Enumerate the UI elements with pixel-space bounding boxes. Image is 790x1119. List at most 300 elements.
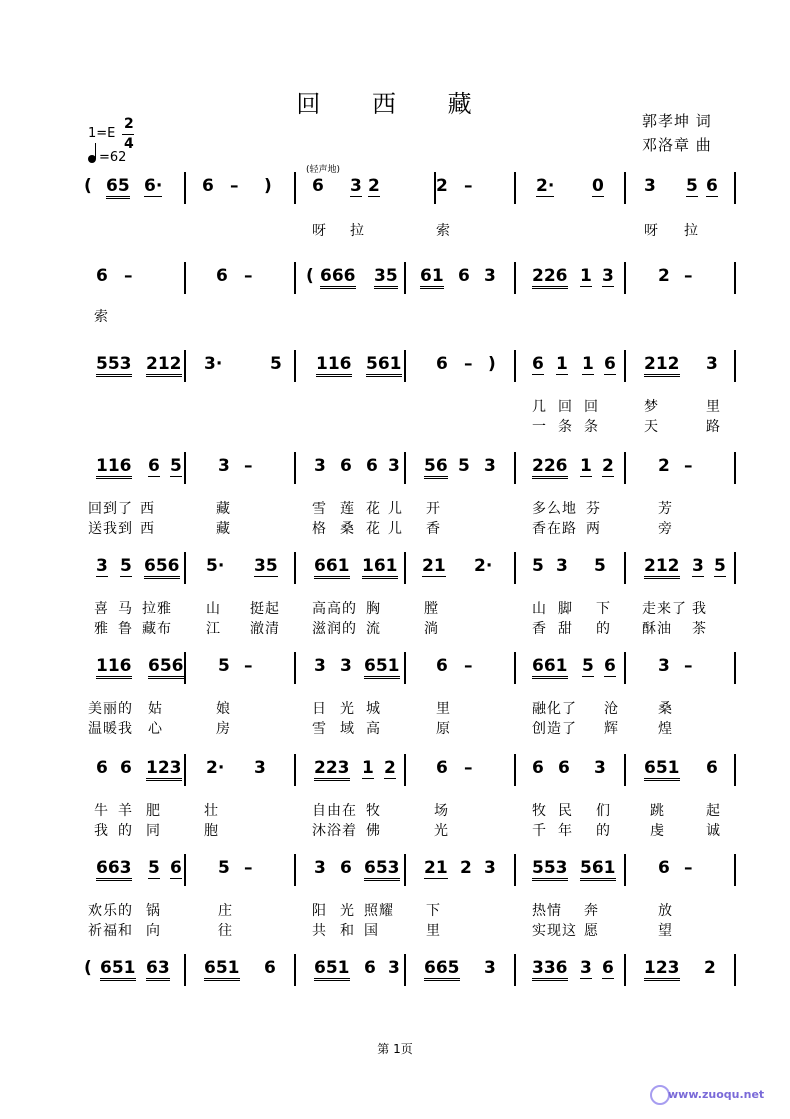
note-token: 561 <box>366 354 402 377</box>
lyric-text: 愿 <box>584 923 599 939</box>
note-token: 3 <box>314 656 326 676</box>
note-token: – <box>124 266 133 286</box>
lyric-text: 下 <box>596 601 611 617</box>
lyric-text: 香 <box>426 521 441 537</box>
lyric-text: 雪 <box>312 501 327 517</box>
note-token: 1 <box>580 456 592 476</box>
barline <box>624 854 626 886</box>
note-token: ( <box>84 176 92 196</box>
lyric-text: 酥油 <box>642 621 672 637</box>
barline <box>184 172 186 204</box>
note-token: 212 <box>146 354 182 377</box>
lyric-text: 诚 <box>706 823 721 839</box>
lyric-text: 雅 <box>94 621 109 637</box>
lyric-text: 祈福和 <box>88 923 133 939</box>
lyric-text: 藏布 <box>142 621 172 637</box>
lyric-text: 花 <box>366 501 381 517</box>
lyric-text: 的 <box>596 621 611 637</box>
lyric-text: 藏 <box>216 521 231 537</box>
note-token: 6 <box>120 758 132 778</box>
lyric-text: 姑 <box>148 701 163 717</box>
lyric-text: 拉 <box>350 223 365 239</box>
lyric-text: 共 <box>312 923 327 939</box>
barline <box>294 452 296 484</box>
note-token: – <box>244 656 253 676</box>
lyric-text: 香 <box>532 621 547 637</box>
note-token: 6 <box>658 858 670 878</box>
barline <box>624 552 626 584</box>
note-token: 2· <box>206 758 225 778</box>
note-token: 5 <box>458 456 470 476</box>
note-token: – <box>464 354 473 374</box>
lyric-text: 光 <box>340 701 355 717</box>
lyric-text: 莲 <box>340 501 355 517</box>
lyric-text: 国 <box>364 923 379 939</box>
barline <box>184 954 186 986</box>
lyric-text: 照耀 <box>364 903 394 919</box>
note-token: 212 <box>644 354 680 377</box>
lyric-text: 千 <box>532 823 547 839</box>
note-token: 5 <box>120 556 132 576</box>
barline <box>514 754 516 786</box>
note-token: 6 <box>604 354 616 374</box>
note-token: 2· <box>536 176 555 196</box>
lyric-text: 年 <box>558 823 573 839</box>
note-token: – <box>244 858 253 878</box>
song-title: 回 西 藏 <box>296 90 494 118</box>
lyric-text: 煌 <box>658 721 673 737</box>
note-token: 116 <box>96 456 132 479</box>
note-token: – <box>464 758 473 778</box>
barline <box>294 652 296 684</box>
note-token: – <box>684 858 693 878</box>
note-token: 651 <box>314 958 350 981</box>
note-token: 553 <box>96 354 132 377</box>
lyric-text: 多么地 <box>532 501 577 517</box>
lyric-text: 跳 <box>650 803 665 819</box>
note-token: 116 <box>96 656 132 679</box>
note-token: 6 <box>532 758 544 778</box>
key-signature: 1=E <box>88 126 116 141</box>
lyric-text: 羊 <box>118 803 133 819</box>
barline <box>514 172 516 204</box>
note-token: 35 <box>254 556 278 576</box>
lyric-text: 走来了 <box>642 601 687 617</box>
note-token: 6 <box>340 456 352 476</box>
lyric-text: 场 <box>434 803 449 819</box>
note-token: 116 <box>316 354 352 377</box>
page-number: 第 1页 <box>377 1042 413 1056</box>
note-token: 2 <box>384 758 396 778</box>
note-token: 5 <box>686 176 698 196</box>
lyric-text: 创造了 <box>532 721 577 737</box>
lyric-text: 望 <box>658 923 673 939</box>
lyric-text: 条 <box>584 419 599 435</box>
note-token: 226 <box>532 456 568 479</box>
lyric-text: 高 <box>366 721 381 737</box>
note-token: 65 <box>106 176 130 199</box>
note-token: ) <box>488 354 496 374</box>
lyric-text: 儿 <box>388 521 403 537</box>
barline <box>184 452 186 484</box>
lyric-text: 们 <box>596 803 611 819</box>
lyric-text: 儿 <box>388 501 403 517</box>
note-token: 661 <box>532 656 568 679</box>
note-token: 6 <box>436 354 448 374</box>
note-token: 663 <box>96 858 132 881</box>
lyric-text: 芳 <box>658 501 673 517</box>
lyric-text: 的 <box>118 823 133 839</box>
note-token: 6 <box>436 656 448 676</box>
note-token: 3· <box>204 354 223 374</box>
lyric-text: 日 <box>312 701 327 717</box>
lyric-text: 下 <box>426 903 441 919</box>
note-token: – <box>684 456 693 476</box>
note-token: – <box>684 266 693 286</box>
note-token: 123 <box>644 958 680 981</box>
lyric-text: 回 <box>558 399 573 415</box>
note-token: 5 <box>714 556 726 576</box>
note-token: – <box>464 656 473 676</box>
note-token: 653 <box>364 858 400 881</box>
note-token: 3 <box>644 176 656 196</box>
lyric-text: 脚 <box>558 601 573 617</box>
barline <box>294 262 296 294</box>
lyric-text: 回 <box>584 399 599 415</box>
barline <box>734 350 736 382</box>
note-token: 6 <box>148 456 160 476</box>
note-token: 651 <box>100 958 136 981</box>
lyric-text: 桑 <box>340 521 355 537</box>
note-token: 3 <box>484 958 496 978</box>
lyric-text: 茶 <box>692 621 707 637</box>
note-token: 3 <box>388 456 400 476</box>
note-token: 21 <box>424 858 448 878</box>
lyric-text: 光 <box>434 823 449 839</box>
barline <box>734 854 736 886</box>
note-token: 6 <box>202 176 214 196</box>
note-token: 5 <box>594 556 606 576</box>
lyric-text: 锅 <box>146 903 161 919</box>
lyric-text: 美丽的 <box>88 701 133 717</box>
note-token: 63 <box>146 958 170 981</box>
barline <box>294 854 296 886</box>
note-token: 6 <box>558 758 570 778</box>
lyric-text: 淌 <box>424 621 439 637</box>
score-system <box>84 258 744 325</box>
barline <box>404 452 406 484</box>
lyric-text: 城 <box>366 701 381 717</box>
barline <box>404 954 406 986</box>
barline <box>734 552 736 584</box>
barline <box>624 262 626 294</box>
score-system <box>84 648 744 737</box>
barline <box>184 552 186 584</box>
lyric-text: 雪 <box>312 721 327 737</box>
note-token: 6· <box>144 176 163 196</box>
barline <box>734 652 736 684</box>
note-token: 2 <box>658 266 670 286</box>
lyric-text: 壮 <box>204 803 219 819</box>
lyric-text: 几 <box>532 399 547 415</box>
lyric-text: 高高的 <box>312 601 357 617</box>
note-token: 3 <box>314 456 326 476</box>
note-token: 35 <box>374 266 398 289</box>
note-token: 6 <box>364 958 376 978</box>
barline <box>294 172 296 204</box>
barline <box>514 262 516 294</box>
note-token: 0 <box>592 176 604 196</box>
note-token: 6 <box>96 758 108 778</box>
note-token: 6 <box>706 176 718 196</box>
lyric-text: 流 <box>366 621 381 637</box>
note-token: 3 <box>314 858 326 878</box>
lyric-text: 呀 <box>644 223 659 239</box>
barline <box>734 954 736 986</box>
barline <box>184 262 186 294</box>
lyricist-credit: 郭孝坤 词 <box>642 112 712 130</box>
barline <box>404 754 406 786</box>
note-token: 1 <box>582 354 594 374</box>
barline <box>624 452 626 484</box>
lyric-text: 原 <box>436 721 451 737</box>
note-token: 3 <box>96 556 108 576</box>
note-token: 61 <box>420 266 444 289</box>
barline <box>734 172 736 204</box>
note-token: 651 <box>364 656 400 679</box>
barline <box>624 350 626 382</box>
note-token: 5 <box>218 858 230 878</box>
score-system <box>84 168 744 239</box>
note-token: 6 <box>340 858 352 878</box>
lyric-text: 膛 <box>424 601 439 617</box>
lyric-text: 桑 <box>658 701 673 717</box>
lyric-text: 实现这 <box>532 923 577 939</box>
note-token: 223 <box>314 758 350 781</box>
lyric-text: 格 <box>312 521 327 537</box>
note-token: 6 <box>264 958 276 978</box>
note-token: 6 <box>96 266 108 286</box>
lyric-text: 江 <box>206 621 221 637</box>
barline <box>624 172 626 204</box>
note-token: ( <box>306 266 314 286</box>
lyric-text: 阳 <box>312 903 327 919</box>
lyric-text: 甜 <box>558 621 573 637</box>
barline <box>514 954 516 986</box>
tempo-value: =62 <box>99 150 127 165</box>
lyric-text: 马 <box>118 601 133 617</box>
score-system <box>84 346 744 435</box>
note-token: 3 <box>218 456 230 476</box>
lyric-text: 索 <box>94 309 109 325</box>
score-system <box>84 448 744 537</box>
barline <box>184 854 186 886</box>
lyric-text: 热情 <box>532 903 562 919</box>
score-system <box>84 950 744 990</box>
lyric-text: 芬 <box>586 501 601 517</box>
lyric-text: 胞 <box>204 823 219 839</box>
lyric-text: 西 <box>140 521 155 537</box>
note-token: 3 <box>484 266 496 286</box>
note-token: 3 <box>388 958 400 978</box>
note-token: 553 <box>532 858 568 881</box>
note-token: 3 <box>602 266 614 286</box>
lyric-text: 山 <box>532 601 547 617</box>
dynamic-annotation: (轻声地) <box>306 165 341 175</box>
lyric-text: 山 <box>206 601 221 617</box>
lyric-text: 起 <box>706 803 721 819</box>
note-token: 161 <box>362 556 398 579</box>
watermark: www.zuoqu.net <box>668 1088 765 1101</box>
note-token: – <box>244 266 253 286</box>
lyric-text: 光 <box>340 903 355 919</box>
note-token: 3 <box>556 556 568 576</box>
lyric-text: 里 <box>426 923 441 939</box>
lyric-text: 索 <box>436 223 451 239</box>
barline <box>294 954 296 986</box>
time-signature-numerator: 2 <box>124 116 134 132</box>
lyric-text: 呀 <box>312 223 327 239</box>
barline <box>404 350 406 382</box>
lyric-text: 花 <box>366 521 381 537</box>
lyric-text: 沐浴着 <box>312 823 357 839</box>
score-system <box>84 850 744 939</box>
time-signature-denominator: 4 <box>124 136 134 152</box>
lyric-text: 心 <box>148 721 163 737</box>
barline <box>624 754 626 786</box>
note-token: 1 <box>362 758 374 778</box>
lyric-text: 同 <box>146 823 161 839</box>
barline <box>294 552 296 584</box>
note-token: 2 <box>602 456 614 476</box>
note-token: 3 <box>692 556 704 576</box>
note-token: 3 <box>580 958 592 978</box>
lyric-text: 牧 <box>532 803 547 819</box>
lyric-text: 的 <box>596 823 611 839</box>
note-token: 2 <box>460 858 472 878</box>
lyric-text: 虔 <box>650 823 665 839</box>
lyric-text: 向 <box>146 923 161 939</box>
note-token: 2 <box>368 176 380 196</box>
lyric-text: 滋润的 <box>312 621 357 637</box>
note-token: 3 <box>340 656 352 676</box>
lyric-text: 牧 <box>366 803 381 819</box>
note-token: 3 <box>594 758 606 778</box>
lyric-text: 天 <box>644 419 659 435</box>
note-token: 6 <box>706 758 718 778</box>
barline <box>514 652 516 684</box>
note-token: – <box>244 456 253 476</box>
note-token: ( <box>84 958 92 978</box>
note-token: 21 <box>422 556 446 576</box>
lyric-text: 欢乐的 <box>88 903 133 919</box>
note-token: 56 <box>424 456 448 479</box>
lyric-text: 澈清 <box>250 621 280 637</box>
note-token: 3 <box>484 456 496 476</box>
barline <box>624 954 626 986</box>
note-token: 5 <box>170 456 182 476</box>
note-token: 3 <box>254 758 266 778</box>
barline <box>294 350 296 382</box>
quarter-note-icon <box>88 155 96 163</box>
barline <box>514 452 516 484</box>
note-token: ) <box>264 176 272 196</box>
composer-credit: 邓洛章 曲 <box>642 136 712 154</box>
lyric-text: 肥 <box>146 803 161 819</box>
lyric-text: 庄 <box>218 903 233 919</box>
note-token: 2 <box>704 958 716 978</box>
tempo-marking <box>88 150 126 165</box>
note-token: 6 <box>216 266 228 286</box>
lyric-text: 域 <box>340 721 355 737</box>
note-token: 656 <box>144 556 180 579</box>
note-token: 1 <box>556 354 568 374</box>
note-token: 2· <box>474 556 493 576</box>
note-token: 1 <box>580 266 592 286</box>
note-token: 661 <box>314 556 350 579</box>
note-token: – <box>230 176 239 196</box>
lyric-text: 藏 <box>216 501 231 517</box>
note-token: 5 <box>218 656 230 676</box>
note-token: – <box>464 176 473 196</box>
note-token: 5 <box>532 556 544 576</box>
barline <box>734 452 736 484</box>
note-token: 6 <box>604 656 616 676</box>
lyric-text: 和 <box>340 923 355 939</box>
lyric-text: 融化了 <box>532 701 577 717</box>
lyric-text: 旁 <box>658 521 673 537</box>
note-token: 3 <box>658 656 670 676</box>
lyric-text: 一 <box>532 419 547 435</box>
note-token: 6 <box>458 266 470 286</box>
barline <box>404 652 406 684</box>
barline <box>434 172 436 204</box>
lyric-text: 牛 <box>94 803 109 819</box>
barline <box>514 854 516 886</box>
lyric-text: 开 <box>426 501 441 517</box>
note-token: 5· <box>206 556 225 576</box>
lyric-text: 房 <box>216 721 231 737</box>
note-token: 6 <box>312 176 324 196</box>
note-token: 6 <box>602 958 614 978</box>
lyric-text: 香在路 <box>532 521 577 537</box>
lyric-text: 温暖我 <box>88 721 133 737</box>
note-token: 6 <box>170 858 182 878</box>
note-token: 3 <box>706 354 718 374</box>
barline <box>184 754 186 786</box>
barline <box>624 652 626 684</box>
note-token: – <box>684 656 693 676</box>
lyric-text: 西 <box>140 501 155 517</box>
note-token: 666 <box>320 266 356 289</box>
note-token: 3 <box>350 176 362 196</box>
note-token: 5 <box>582 656 594 676</box>
note-token: 656 <box>148 656 184 679</box>
lyric-text: 往 <box>218 923 233 939</box>
lyric-text: 我 <box>692 601 707 617</box>
lyric-text: 条 <box>558 419 573 435</box>
lyric-text: 挺起 <box>250 601 280 617</box>
site-logo-icon <box>650 1085 670 1105</box>
note-token: 123 <box>146 758 182 781</box>
lyric-text: 回到了 <box>88 501 133 517</box>
lyric-text: 娘 <box>216 701 231 717</box>
note-token: 6 <box>366 456 378 476</box>
note-token: 651 <box>644 758 680 781</box>
lyric-text: 拉 <box>684 223 699 239</box>
note-token: 3 <box>484 858 496 878</box>
lyric-text: 路 <box>706 419 721 435</box>
